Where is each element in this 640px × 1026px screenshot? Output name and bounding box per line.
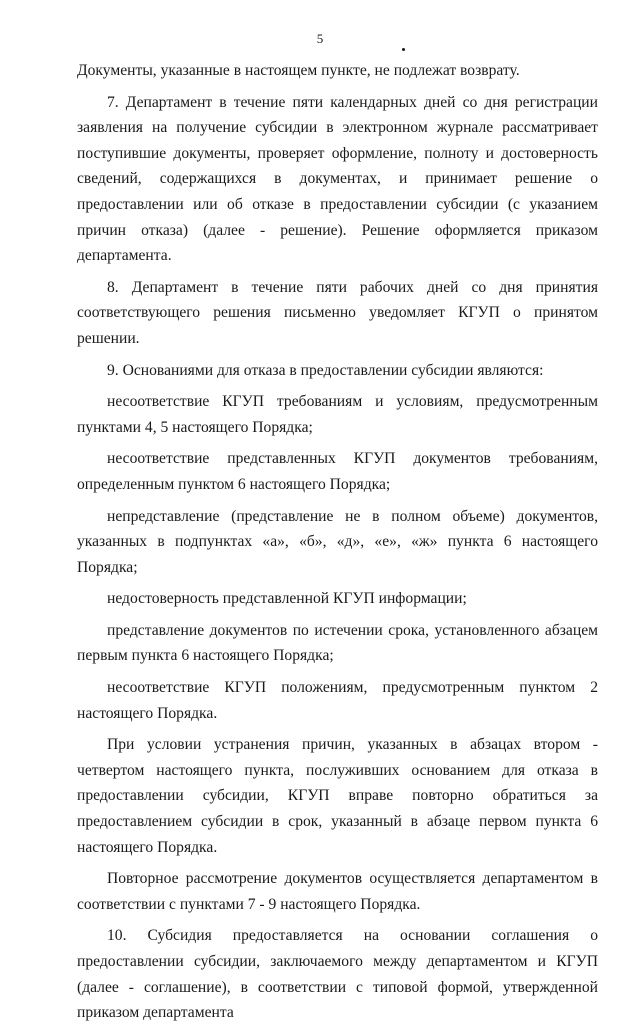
paragraph-8: 8. Департамент в течение пяти рабочих дней со дня принятия соответствующего решения письменно уведомляет КГУП о принятом решении. <box>77 278 598 347</box>
refusal-ground-3: непредставление (представление не в полном объеме) документов, указанных в подпунктах «а», «б», «д», «е», «ж» пункта 6 настоящего Порядка; <box>77 507 598 576</box>
paragraph-re-review: Повторное рассмотрение документов осуществляется департаментом в соответствии с пунктами 7 - 9 настоящего Порядка. <box>77 870 598 913</box>
stray-mark <box>402 48 405 51</box>
paragraph-documents-not-returned: Документы, указанные в настоящем пункте, не подлежат возврату. <box>77 62 520 79</box>
refusal-ground-6: несоответствие КГУП положениям, предусмотренным пунктом 2 настоящего Порядка. <box>77 679 598 722</box>
refusal-ground-1: несоответствие КГУП требованиям и условиям, предусмотренным пунктами 4, 5 настоящего Порядка; <box>77 393 598 436</box>
paragraph-10: 10. Субсидия предоставляется на основании соглашения о предоставлении субсидии, заключаемого между департаментом и КГУП (далее - соглашение), в соответствии с типовой формой, утвержденной приказом департамента <box>77 927 598 1022</box>
document-body <box>77 58 598 1026</box>
paragraph-9: 9. Основаниями для отказа в предоставлении субсидии являются: <box>107 361 544 379</box>
refusal-ground-2: несоответствие представленных КГУП документов требованиям, определенным пунктом 6 настоящего Порядка; <box>77 450 598 493</box>
paragraph-7: 7. Департамент в течение пяти календарных дней со дня регистрации заявления на получение субсидии в электронном журнале рассматривает поступившие документы, проверяет оформление, полноту и достоверность сведений, содержащихся в документах, и принимает решение о предоставлении или об отказе в предоставлении субсидии (с указанием причин отказа) (далее - решение). Решение оформляется приказом департамента. <box>77 93 598 265</box>
paragraph-resubmission: При условии устранения причин, указанных в абзацах втором - четвертом настоящего пункта, послуживших основанием для отказа в предоставлении субсидии, КГУП вправе повторно обратиться за предоставлением субсидии в срок, указанный в абзаце первом пункта 6 настоящего Порядка. <box>77 736 598 856</box>
refusal-ground-4: недостоверность представленной КГУП информации; <box>107 590 467 608</box>
refusal-ground-5: представление документов по истечении срока, установленного абзацем первым пункта 6 настоящего Порядка; <box>77 621 598 665</box>
page-number: 5 <box>316 31 324 46</box>
